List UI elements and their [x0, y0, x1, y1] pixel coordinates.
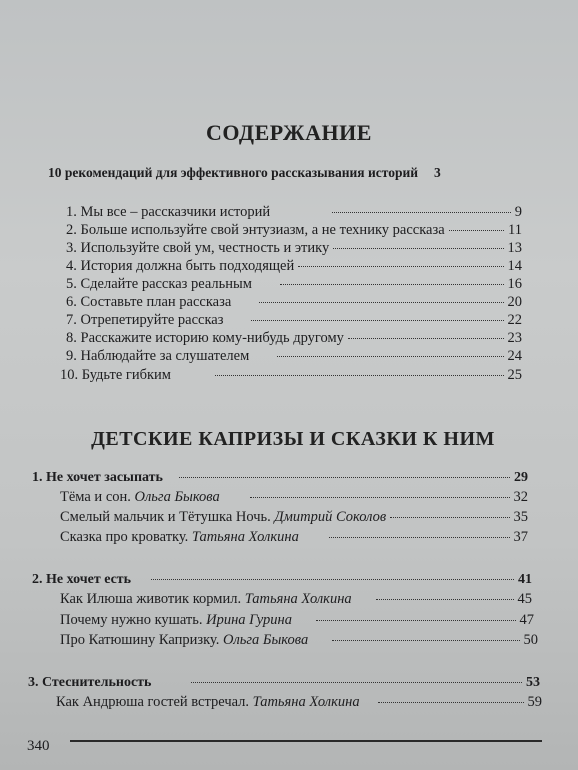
dot-leader	[151, 579, 514, 580]
tip-text: 10. Будьте гибким	[60, 367, 171, 383]
tip-text: 8. Расскажите историю кому-нибудь другому	[66, 330, 344, 346]
chapter-heading	[32, 470, 528, 486]
dot-leader	[298, 266, 503, 267]
story-row	[60, 591, 532, 608]
story-title: Сказка про кроватку.	[60, 529, 189, 545]
chapter-title: 2. Не хочет есть	[32, 572, 132, 587]
story-author: Татьяна Холкина	[244, 591, 352, 607]
dot-leader	[332, 212, 511, 213]
story-row	[60, 489, 528, 506]
story-title: Почему нужно кушать.	[60, 612, 203, 628]
section-title: ДЕТСКИЕ КАПРИЗЫ И СКАЗКИ К НИМ	[91, 428, 495, 450]
tip-page: 25	[507, 367, 522, 383]
toc-row	[66, 294, 522, 311]
dot-leader	[449, 230, 504, 231]
story-entry	[60, 509, 386, 526]
toc-row	[66, 240, 522, 257]
tip-text: 2. Больше используйте свой энтузиазм, а не технику рассказа	[66, 222, 445, 238]
story-entry	[60, 632, 308, 649]
intro-title: 10 рекомендаций для эффективного рассказывания историй	[48, 165, 419, 180]
page-number: 340	[27, 738, 50, 754]
dot-leader	[348, 338, 504, 339]
story-author: Дмитрий Соколов	[274, 509, 387, 525]
tip-text: 3. Используйте свой ум, честность и этику	[66, 240, 330, 256]
dot-leader	[390, 517, 509, 518]
dot-leader	[376, 599, 514, 600]
toc-row	[66, 276, 522, 293]
toc-row	[66, 330, 522, 347]
chapter-page: 53	[526, 675, 540, 690]
story-row	[56, 694, 542, 711]
tip-text: 6. Составьте план рассказа	[66, 294, 232, 310]
dot-leader	[316, 620, 516, 621]
dot-leader	[333, 248, 503, 249]
dot-leader	[251, 320, 503, 321]
toc-row	[66, 348, 522, 365]
dot-leader	[280, 284, 504, 285]
story-title: Про Катюшину Капризку.	[60, 632, 220, 648]
story-page: 47	[519, 612, 534, 628]
tip-page: 16	[507, 276, 522, 292]
story-row	[60, 509, 528, 526]
toc-row	[66, 258, 522, 275]
story-author: Татьяна Холкина	[191, 529, 299, 545]
tip-text: 1. Мы все – рассказчики историй	[66, 204, 271, 220]
intro-entry	[48, 165, 522, 181]
story-title: Как Андрюша гостей встречал.	[56, 694, 250, 710]
tip-page: 14	[507, 258, 522, 274]
story-author: Ольга Быкова	[134, 489, 220, 505]
tip-page: 23	[507, 330, 522, 346]
story-row	[60, 529, 528, 546]
story-row	[60, 632, 538, 649]
story-page: 45	[517, 591, 532, 607]
tip-text: 5. Сделайте рассказ реальным	[66, 276, 252, 292]
tip-page: 24	[507, 348, 522, 364]
story-entry	[60, 612, 292, 629]
story-page: 37	[513, 529, 528, 545]
story-entry	[56, 694, 360, 711]
story-page: 59	[527, 694, 542, 710]
dot-leader	[215, 375, 504, 376]
tip-text: 9. Наблюдайте за слушателем	[66, 348, 250, 364]
chapter-heading	[32, 572, 532, 588]
story-entry	[60, 591, 352, 608]
chapter-heading	[28, 675, 540, 691]
intro-page: 3	[434, 165, 441, 180]
chapter-title: 3. Стеснительность	[28, 675, 152, 690]
tip-page: 11	[508, 222, 522, 238]
dot-leader	[277, 356, 503, 357]
toc-row	[66, 204, 522, 221]
tip-page: 22	[507, 312, 522, 328]
tip-text: 7. Отрепетируйте рассказ	[66, 312, 224, 328]
dot-leader	[329, 537, 510, 538]
toc-row	[66, 222, 522, 239]
story-title: Смелый мальчик и Тётушка Ночь.	[60, 509, 271, 525]
dot-leader	[250, 497, 510, 498]
tip-page: 20	[507, 294, 522, 310]
dot-leader	[179, 477, 510, 478]
story-title: Тёма и сон.	[60, 489, 131, 505]
tip-page: 13	[507, 240, 522, 256]
toc-row	[60, 367, 522, 384]
dot-leader	[378, 702, 524, 703]
story-title: Как Илюша животик кормил.	[60, 591, 242, 607]
dot-leader	[332, 640, 519, 641]
story-page: 50	[523, 632, 538, 648]
story-author: Татьяна Холкина	[252, 694, 360, 710]
tip-page: 9	[514, 204, 522, 220]
dot-leader	[259, 302, 503, 303]
story-author: Ольга Быкова	[222, 632, 309, 648]
footer-rule	[70, 740, 542, 742]
story-page: 32	[513, 489, 528, 505]
chapter-title: 1. Не хочет засыпать	[32, 470, 163, 485]
toc-row	[66, 312, 522, 329]
tip-text: 4. История должна быть подходящей	[66, 258, 295, 274]
page-title: СОДЕРЖАНИЕ	[206, 120, 372, 145]
story-row	[60, 612, 534, 629]
story-entry	[60, 489, 220, 506]
chapter-page: 29	[514, 470, 528, 485]
story-author: Ирина Гурина	[206, 612, 292, 628]
story-entry	[60, 529, 299, 546]
story-page: 35	[513, 509, 528, 525]
dot-leader	[191, 682, 522, 683]
chapter-page: 41	[518, 572, 532, 587]
